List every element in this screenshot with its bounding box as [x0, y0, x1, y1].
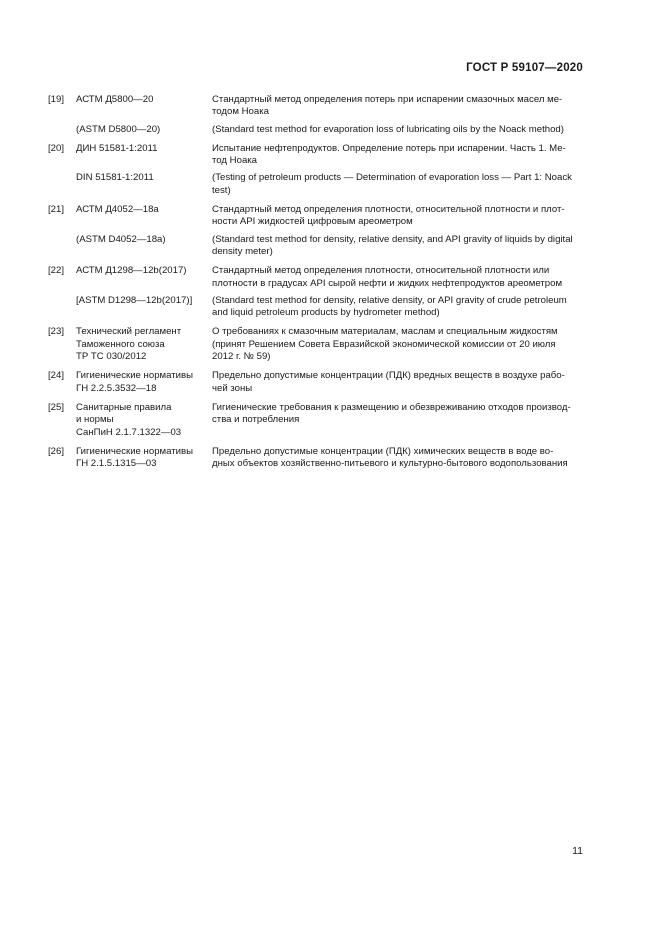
- reference-original-title: (Standard test method for evaporation loss of lubricating oils by the Noack method): [212, 123, 564, 135]
- reference-number: [24]: [48, 370, 65, 382]
- reference-number: [20]: [48, 142, 65, 154]
- reference-title: Испытание нефтепродуктов. Определение потерь при испарении. Часть 1. Ме- тод Ноака: [212, 142, 566, 167]
- reference-number: [21]: [48, 204, 65, 216]
- reference-code: Гигиенические нормативы ГН 2.2.5.3532—18: [76, 370, 193, 394]
- reference-number: [19]: [48, 94, 65, 105]
- reference-original-title: (Standard test method for density, relative density, or API gravity of crude petroleum and liquid petroleum products by hydrometer method): [212, 294, 567, 319]
- reference-original-code: (ASTM D4052—18a): [76, 233, 166, 245]
- reference-item: [48, 326, 583, 363]
- reference-number: [25]: [48, 401, 65, 413]
- reference-original-title: (Testing of petroleum products — Determination of evaporation loss — Part 1: Noack test): [212, 172, 572, 196]
- reference-original: [48, 172, 583, 197]
- page-number: 11: [572, 845, 583, 857]
- reference-number: [23]: [48, 326, 65, 338]
- reference-title: Стандартный метод определения плотности, относительной плотности и плот- ности API жидкостей цифровым ареометром: [212, 204, 565, 228]
- reference-code: АСТМ Д4052—18а: [76, 204, 159, 216]
- reference-code: АСТМ Д5800—20: [76, 94, 154, 105]
- reference-original: [48, 234, 583, 259]
- reference-code: Технический регламент Таможенного союза ТР ТС 030/2012: [76, 326, 182, 363]
- reference-code: Гигиенические нормативы ГН 2.1.5.1315—03: [76, 445, 193, 470]
- reference-title: О требованиях к смазочным материалам, маслам и специальным жидкостям (принят Решением Совета Евразийской экономической комиссии от 20 июля 2012 г. № 59): [212, 326, 558, 363]
- reference-code: АСТМ Д1298—12b(2017): [76, 265, 187, 277]
- reference-title: Стандартный метод определения плотности, относительной плотности или плотности в градусах API сырой нефти и жидких нефтепродуктов ареометром: [212, 265, 563, 289]
- reference-code: ДИН 51581-1:2011: [76, 142, 158, 154]
- reference-item: [48, 446, 583, 471]
- reference-title: Стандартный метод определения потерь при испарении смазочных масел ме- тодом Ноака: [212, 94, 563, 118]
- reference-number: [26]: [48, 445, 65, 457]
- reference-code: Санитарные правила и нормы СанПиН 2.1.7.1322—03: [76, 401, 182, 438]
- reference-item: [48, 94, 583, 119]
- reference-original-title: (Standard test method for density, relative density, and API gravity of liquids by digital density meter): [212, 233, 573, 257]
- reference-original: [48, 295, 583, 320]
- reference-original-code: (ASTM D5800—20): [76, 123, 161, 135]
- reference-number: [22]: [48, 265, 65, 277]
- reference-item: [48, 204, 583, 229]
- reference-item: [48, 265, 583, 290]
- reference-item: [48, 370, 583, 395]
- reference-title: Предельно допустимые концентрации (ПДК) вредных веществ в воздухе рабо- чей зоны: [212, 370, 565, 394]
- bibliography-list: [48, 94, 583, 470]
- reference-item: [48, 143, 583, 168]
- reference-original-code: [ASTM D1298—12b(2017)]: [76, 294, 193, 306]
- reference-title: Предельно допустимые концентрации (ПДК) химических веществ в воде во- дных объектов хозяйственно-питьевого и культурно-бытового водопользования: [212, 445, 568, 470]
- reference-original-code: DIN 51581-1:2011: [76, 172, 154, 184]
- reference-title: Гигиенические требования к размещению и обезвреживанию отходов производ- ства и потребления: [212, 401, 571, 426]
- reference-original: [48, 124, 583, 136]
- reference-item: [48, 402, 583, 439]
- document-code: ГОСТ Р 59107—2020: [466, 62, 583, 74]
